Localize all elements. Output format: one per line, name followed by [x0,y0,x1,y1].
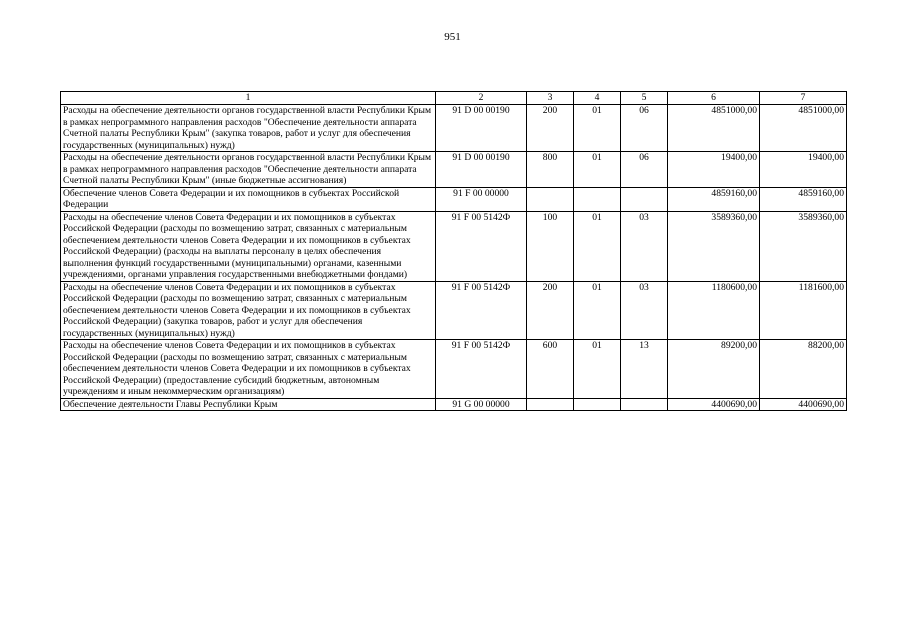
section: 01 [574,281,621,340]
budget-table [60,91,847,411]
amount-year-2: 88200,00 [760,340,847,399]
amount-year-2: 4400690,00 [760,398,847,411]
expense-type [527,187,574,211]
header-cell: 1 [61,92,436,105]
subsection [621,187,668,211]
subsection: 03 [621,281,668,340]
amount-year-1: 4400690,00 [668,398,760,411]
section: 01 [574,211,621,281]
amount-year-1: 4859160,00 [668,187,760,211]
table-row [61,211,847,281]
target-code: 91 D 00 00190 [436,105,527,152]
expense-name: Расходы на обеспечение деятельности органов государственной власти Республики Крым в рамках непрограммного направления расходов "Обеспечение деятельности аппарата Счетной палаты Республики Крым" (иные бюджетные ассигнования) [61,152,436,188]
table-row [61,340,847,399]
target-code: 91 D 00 00190 [436,152,527,188]
expense-name: Обеспечение деятельности Главы Республики Крым [61,398,436,411]
header-cell: 4 [574,92,621,105]
target-code: 91 F 00 5142Ф [436,281,527,340]
section [574,187,621,211]
section: 01 [574,105,621,152]
header-cell: 5 [621,92,668,105]
expense-type: 100 [527,211,574,281]
expense-name: Расходы на обеспечение членов Совета Федерации и их помощников в субъектах Российской Федерации (расходы по возмещению затрат, связанных с материальным обеспечением деятельности членов Совета Федерации и их помощников в субъектах Российской Федерации) (предоставление субсидий бюджетным, автономным учреждениям и иным некоммерческим организациям) [61,340,436,399]
subsection [621,398,668,411]
header-cell: 3 [527,92,574,105]
expense-name: Расходы на обеспечение членов Совета Федерации и их помощников в субъектах Российской Федерации (расходы по возмещению затрат, связанных с материальным обеспечением деятельности членов Совета Федерации и их помощников в субъектах Российской Федерации) (расходы на выплаты персоналу в целях обеспечения выполнения функций государственными (муниципальными) органами, казенными учреждениями, органами управления государственными внебюджетными фондами) [61,211,436,281]
expense-type: 200 [527,281,574,340]
expense-type: 200 [527,105,574,152]
header-cell: 2 [436,92,527,105]
expense-type: 600 [527,340,574,399]
target-code: 91 G 00 00000 [436,398,527,411]
amount-year-2: 3589360,00 [760,211,847,281]
amount-year-1: 1180600,00 [668,281,760,340]
table-row [61,105,847,152]
amount-year-1: 89200,00 [668,340,760,399]
amount-year-2: 1181600,00 [760,281,847,340]
expense-name: Обеспечение членов Совета Федерации и их помощников в субъектах Российской Федерации [61,187,436,211]
section: 01 [574,340,621,399]
expense-type: 800 [527,152,574,188]
header-row [61,92,847,105]
target-code: 91 F 00 00000 [436,187,527,211]
amount-year-1: 19400,00 [668,152,760,188]
subsection: 13 [621,340,668,399]
amount-year-1: 3589360,00 [668,211,760,281]
target-code: 91 F 00 5142Ф [436,340,527,399]
table-row [61,281,847,340]
target-code: 91 F 00 5142Ф [436,211,527,281]
table-row [61,152,847,188]
table-row [61,398,847,411]
header-cell: 6 [668,92,760,105]
expense-name: Расходы на обеспечение деятельности органов государственной власти Республики Крым в рамках непрограммного направления расходов "Обеспечение деятельности аппарата Счетной палаты Республики Крым" (закупка товаров, работ и услуг для обеспечения государственных (муниципальных) нужд) [61,105,436,152]
expense-type [527,398,574,411]
amount-year-2: 19400,00 [760,152,847,188]
page-number: 951 [444,31,461,43]
subsection: 03 [621,211,668,281]
section: 01 [574,152,621,188]
section [574,398,621,411]
amount-year-2: 4859160,00 [760,187,847,211]
amount-year-2: 4851000,00 [760,105,847,152]
table-row [61,187,847,211]
header-cell: 7 [760,92,847,105]
expense-name: Расходы на обеспечение членов Совета Федерации и их помощников в субъектах Российской Федерации (расходы по возмещению затрат, связанных с материальным обеспечением деятельности членов Совета Федерации и их помощников в субъектах Российской Федерации) (закупка товаров, работ и услуг для обеспечения государственных (муниципальных) нужд) [61,281,436,340]
subsection: 06 [621,105,668,152]
amount-year-1: 4851000,00 [668,105,760,152]
subsection: 06 [621,152,668,188]
